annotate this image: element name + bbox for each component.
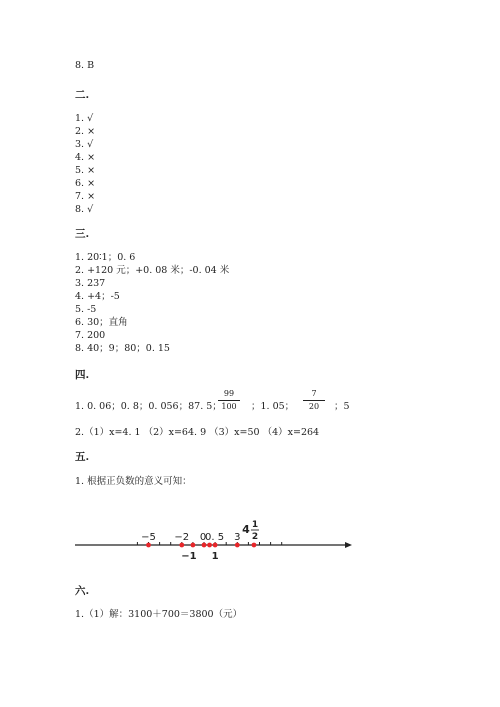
answer-line: 8. 40；9；80；0. 15 [75, 343, 170, 354]
fraction-bar [303, 400, 325, 401]
answer-line: 1. 20∶1；0. 6 [75, 252, 136, 263]
mixed-number-whole: 4 [242, 523, 250, 536]
answer-line: 4. × [75, 152, 96, 163]
answer-line: 8. √ [75, 204, 94, 215]
answer-line: 3. 237 [75, 278, 106, 289]
tick-label: 0. 5 [205, 532, 225, 543]
answer-4-1-lead: 1. 0. 06；0. 8；0. 056；87. 5； [75, 401, 222, 412]
section-3-heading: 三. [75, 228, 90, 240]
axis-arrow [345, 542, 352, 548]
answer-line: 5. -5 [75, 304, 97, 315]
point-marker [202, 543, 207, 548]
answer-line: 2. × [75, 126, 96, 137]
answer-line: 4. +4；-5 [75, 291, 120, 302]
answer-4-1-mid: ；1. 05； [251, 401, 295, 412]
tick-label: −1 [181, 551, 197, 562]
point-marker [207, 543, 212, 548]
tick-label: −5 [141, 532, 156, 543]
fraction-99-100 [218, 389, 240, 412]
answer-line: 1. √ [75, 113, 94, 124]
fraction-denominator: 100 [221, 402, 237, 411]
answer-4-2: 2.（1）x=4. 1 （2）x=64. 9 （3）x=50 （4）x=264 [75, 427, 320, 438]
fraction-numerator: 99 [223, 389, 235, 398]
answer-line: 7. 200 [75, 330, 106, 341]
answer-line: 3. √ [75, 139, 94, 150]
mixed-number-numerator: 1 [251, 520, 259, 530]
answer-line: 5. × [75, 165, 96, 176]
answer-line: 6. × [75, 178, 96, 189]
point-marker [146, 543, 151, 548]
answer-6-1: 1.（1）解：3100＋700＝3800（元） [75, 609, 243, 620]
answer-5-1: 1. 根据正负数的意义可知： [75, 476, 192, 487]
answer-line: 7. × [75, 191, 96, 202]
section-2-heading: 二. [75, 89, 90, 101]
tick-label: 3 [234, 532, 241, 543]
point-marker [252, 543, 257, 548]
answer-8: 8. B [75, 60, 95, 71]
fraction-denominator: 20 [308, 402, 320, 411]
answer-4-1-tail: ；5 [334, 401, 350, 412]
section-5-heading: 五. [75, 451, 90, 463]
mixed-number-denominator: 2 [251, 532, 259, 542]
point-marker [191, 543, 196, 548]
tick-label: −2 [174, 532, 190, 543]
answer-line: 6. 30；直角 [75, 317, 128, 328]
point-marker [235, 543, 240, 548]
number-line [70, 505, 360, 565]
tick-label: 0 [199, 532, 207, 543]
fraction-7-20 [303, 389, 325, 412]
point-marker [213, 543, 218, 548]
section-6-heading: 六. [75, 585, 90, 597]
tick-label: 1 [211, 551, 219, 562]
section-4-heading: 四. [75, 369, 90, 381]
fraction-bar [218, 400, 240, 401]
fraction-numerator: 7 [311, 389, 317, 398]
answer-line: 2. +120 元；+0. 08 米；-0. 04 米 [75, 265, 230, 276]
point-marker [179, 543, 184, 548]
